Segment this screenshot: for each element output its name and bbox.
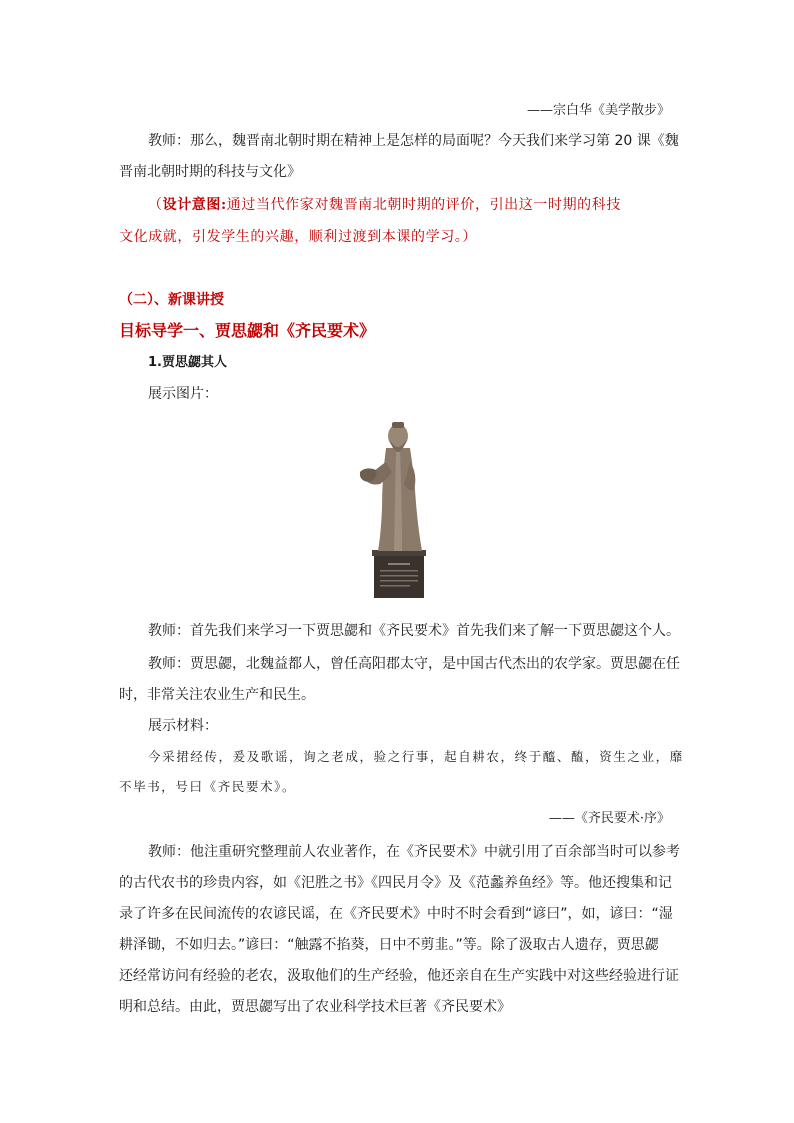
teacher-intro-line-1: 教师：那么，魏晋南北朝时期在精神上是怎样的局面呢？今天我们来学习第 20 课《魏: [148, 133, 679, 149]
quote-line-1: 今采捃经传，爰及歌谣，询之老成，验之行事，起自耕农，终于醯、醢，资生之业，靡: [148, 749, 684, 764]
quote-source: ——《齐民要术·序》: [548, 811, 670, 826]
design-intent-line-1: [148, 195, 621, 215]
paragraph-1: 教师：首先我们来学习一下贾思勰和《齐民要术》首先我们来了解一下贾思勰这个人。: [148, 623, 680, 639]
paragraph-3-line-4: 耕泽锄，不如归去。”谚曰：“触露不掐葵，日中不剪韭。”等。除了汲取古人遗存，贾思勰: [119, 937, 659, 953]
paragraph-3-line-1: 教师：他注重研究整理前人农业著作，在《齐民要术》中就引用了百余部当时可以参考: [148, 844, 680, 860]
paragraph-3-line-2: 的古代农书的珍贵内容，如《汜胜之书》《四民月令》及《范蠡养鱼经》等。他还搜集和记: [119, 875, 672, 891]
quote-line-2: 不毕书，号曰《齐民要术》。: [119, 779, 297, 794]
show-picture-label: 展示图片：: [148, 386, 218, 402]
show-material-label: 展示材料：: [148, 718, 218, 734]
goal-title: 目标导学一、贾思勰和《齐民要术》: [119, 321, 376, 340]
statue-image: [352, 418, 444, 600]
teacher-intro-line-2: 晋南北朝时期的科技与文化》: [119, 164, 301, 180]
design-intent-line-2: 文化成就，引发学生的兴趣，顺利过渡到本课的学习。）: [119, 229, 477, 245]
section-heading: （二）、新课讲授: [119, 292, 224, 308]
design-open-paren: （: [148, 197, 163, 213]
design-intent-text: 通过当代作家对魏晋南北朝时期的评价，引出这一时期的科技: [226, 197, 621, 213]
attribution: ——宗白华《美学散步》: [526, 103, 670, 118]
design-intent-label: 设计意图:: [162, 197, 227, 213]
paragraph-3-line-6: 明和总结。由此，贾思勰写出了农业科学技术巨著《齐民要术》: [119, 999, 511, 1015]
paragraph-2-line-1: 教师：贾思勰，北魏益都人，曾任高阳郡太守，是中国古代杰出的农学家。贾思勰在任: [148, 656, 680, 672]
paragraph-3-line-3: 录了许多在民间流传的农谚民谣，在《齐民要术》中时不时会看到“谚曰”，如，谚曰：“湿: [119, 906, 673, 922]
sub-title: 1.贾思勰其人: [148, 355, 227, 370]
paragraph-3-line-5: 还经常访问有经验的老农，汲取他们的生产经验，他还亲自在生产实践中对这些经验进行证: [119, 968, 679, 984]
paragraph-2-line-2: 时，非常关注农业生产和民生。: [119, 687, 315, 703]
